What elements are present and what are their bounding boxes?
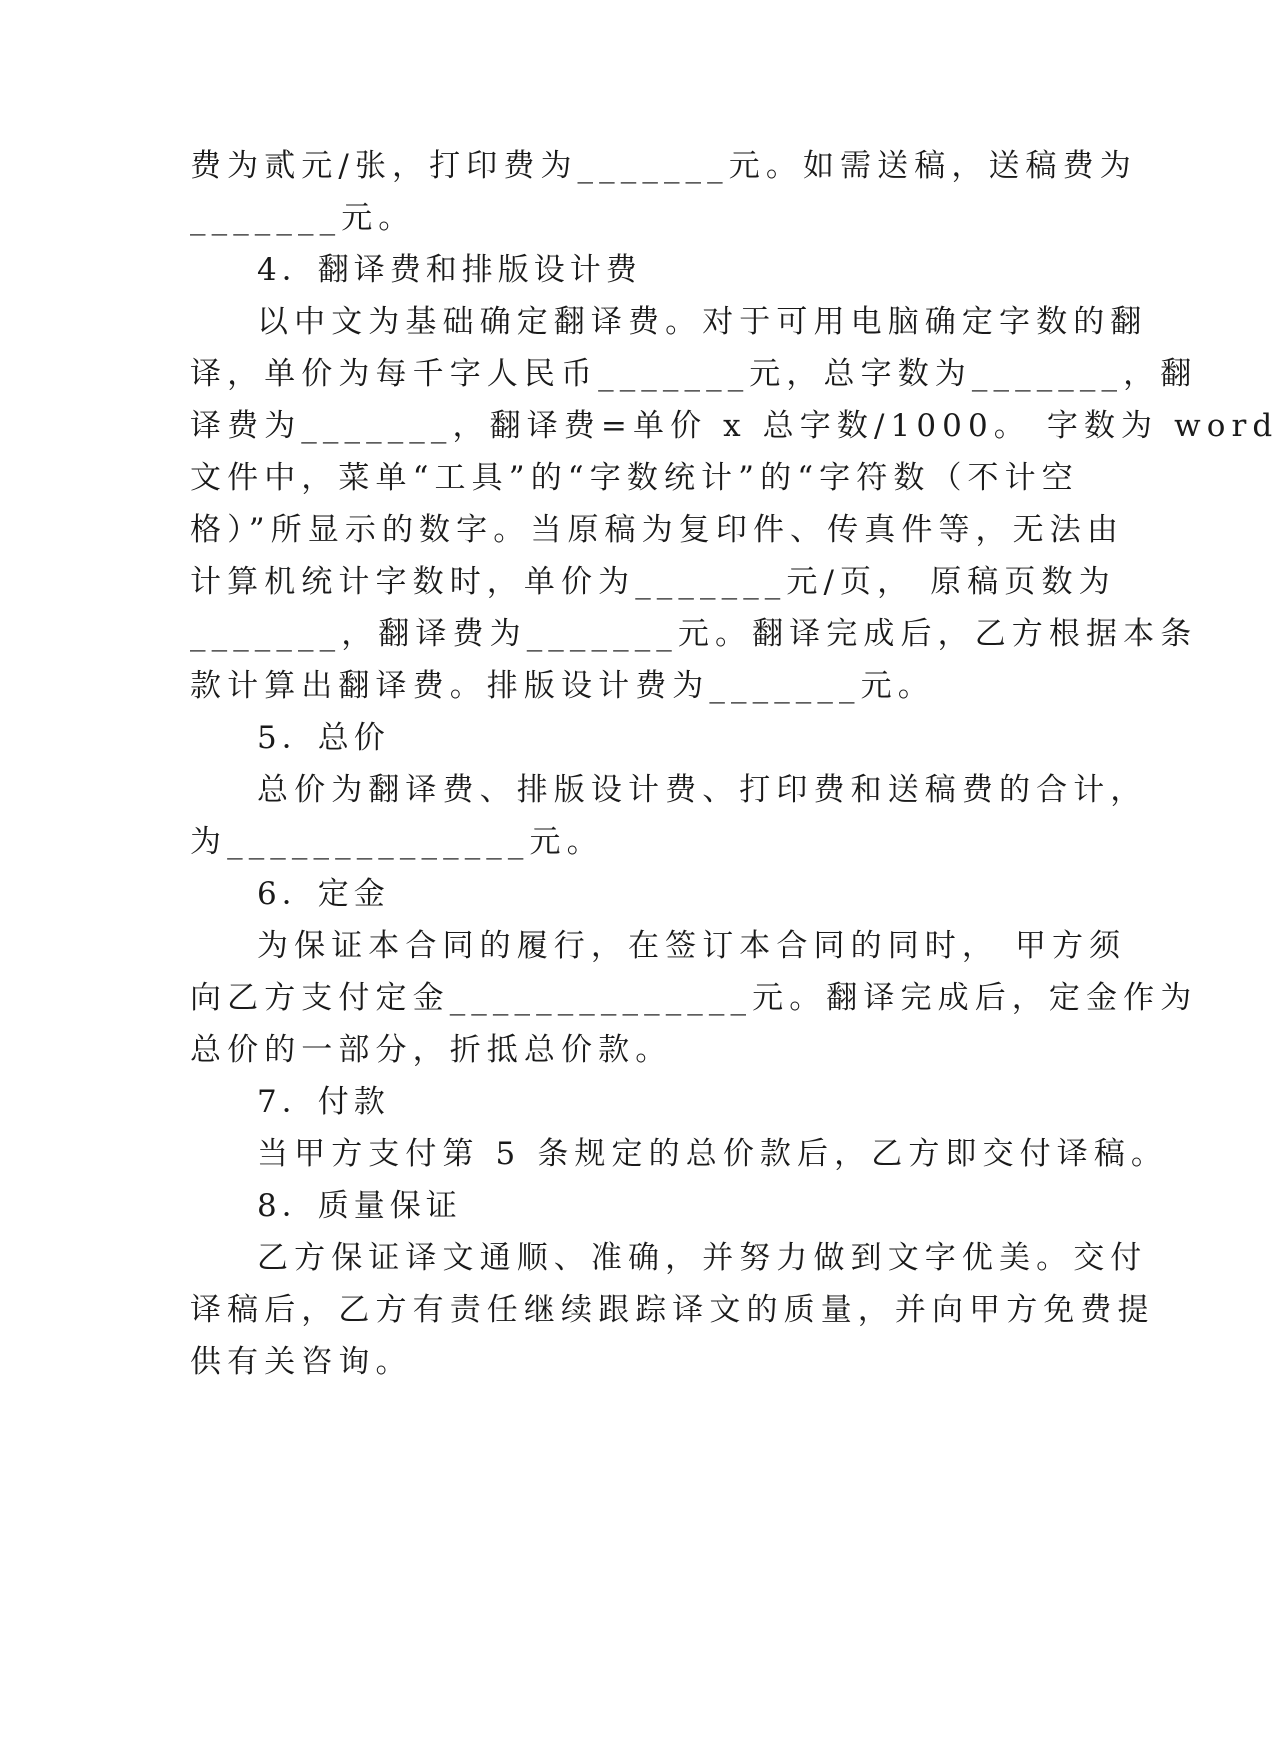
body-line-printing-fee: 费为贰元/张，打印费为_______元。如需送稿，送稿费为	[190, 148, 1137, 184]
body-line: 以中文为基础确定翻译费。对于可用电脑确定字数的翻	[257, 304, 1148, 340]
section-heading-deposit: 6．定金	[257, 876, 390, 912]
body-line: 总价的一部分，折抵总价款。	[190, 1032, 673, 1068]
body-line: 乙方保证译文通顺、准确，并努力做到文字优美。交付	[257, 1240, 1148, 1276]
body-line-delivery-fee: _______元。	[190, 200, 416, 236]
section-heading-payment: 7．付款	[257, 1084, 390, 1120]
body-line: 总价为翻译费、排版设计费、打印费和送稿费的合计，	[257, 772, 1148, 808]
body-line: 向乙方支付定金______________元。翻译完成后，定金作为	[190, 980, 1198, 1016]
body-line: 为______________元。	[190, 824, 604, 860]
body-line: 文件中，菜单“工具”的“字数统计”的“字符数（不计空	[190, 460, 1079, 496]
body-line: 译，单价为每千字人民币_______元，总字数为_______，翻	[190, 356, 1198, 392]
body-line: 译费为_______，翻译费=单价 x 总字数/1000。 字数为 word	[190, 408, 1278, 444]
body-line: 为保证本合同的履行，在签订本合同的同时， 甲方须	[257, 928, 1127, 964]
body-line: _______，翻译费为_______元。翻译完成后，乙方根据本条	[190, 616, 1198, 652]
body-line: 译稿后，乙方有责任继续跟踪译文的质量，并向甲方免费提	[190, 1292, 1155, 1328]
body-line: 格）”所显示的数字。当原稿为复印件、传真件等，无法由	[190, 512, 1124, 548]
body-line: 供有关咨询。	[190, 1344, 413, 1380]
section-heading-quality-guarantee: 8．质量保证	[257, 1188, 462, 1224]
body-line: 款计算出翻译费。排版设计费为_______元。	[190, 668, 935, 704]
body-line: 计算机统计字数时，单价为_______元/页， 原稿页数为	[190, 564, 1116, 600]
section-heading-translation-fee: 4．翻译费和排版设计费	[257, 252, 642, 288]
section-heading-total-price: 5．总价	[257, 720, 390, 756]
body-line: 当甲方支付第 5 条规定的总价款后，乙方即交付译稿。	[257, 1136, 1169, 1172]
